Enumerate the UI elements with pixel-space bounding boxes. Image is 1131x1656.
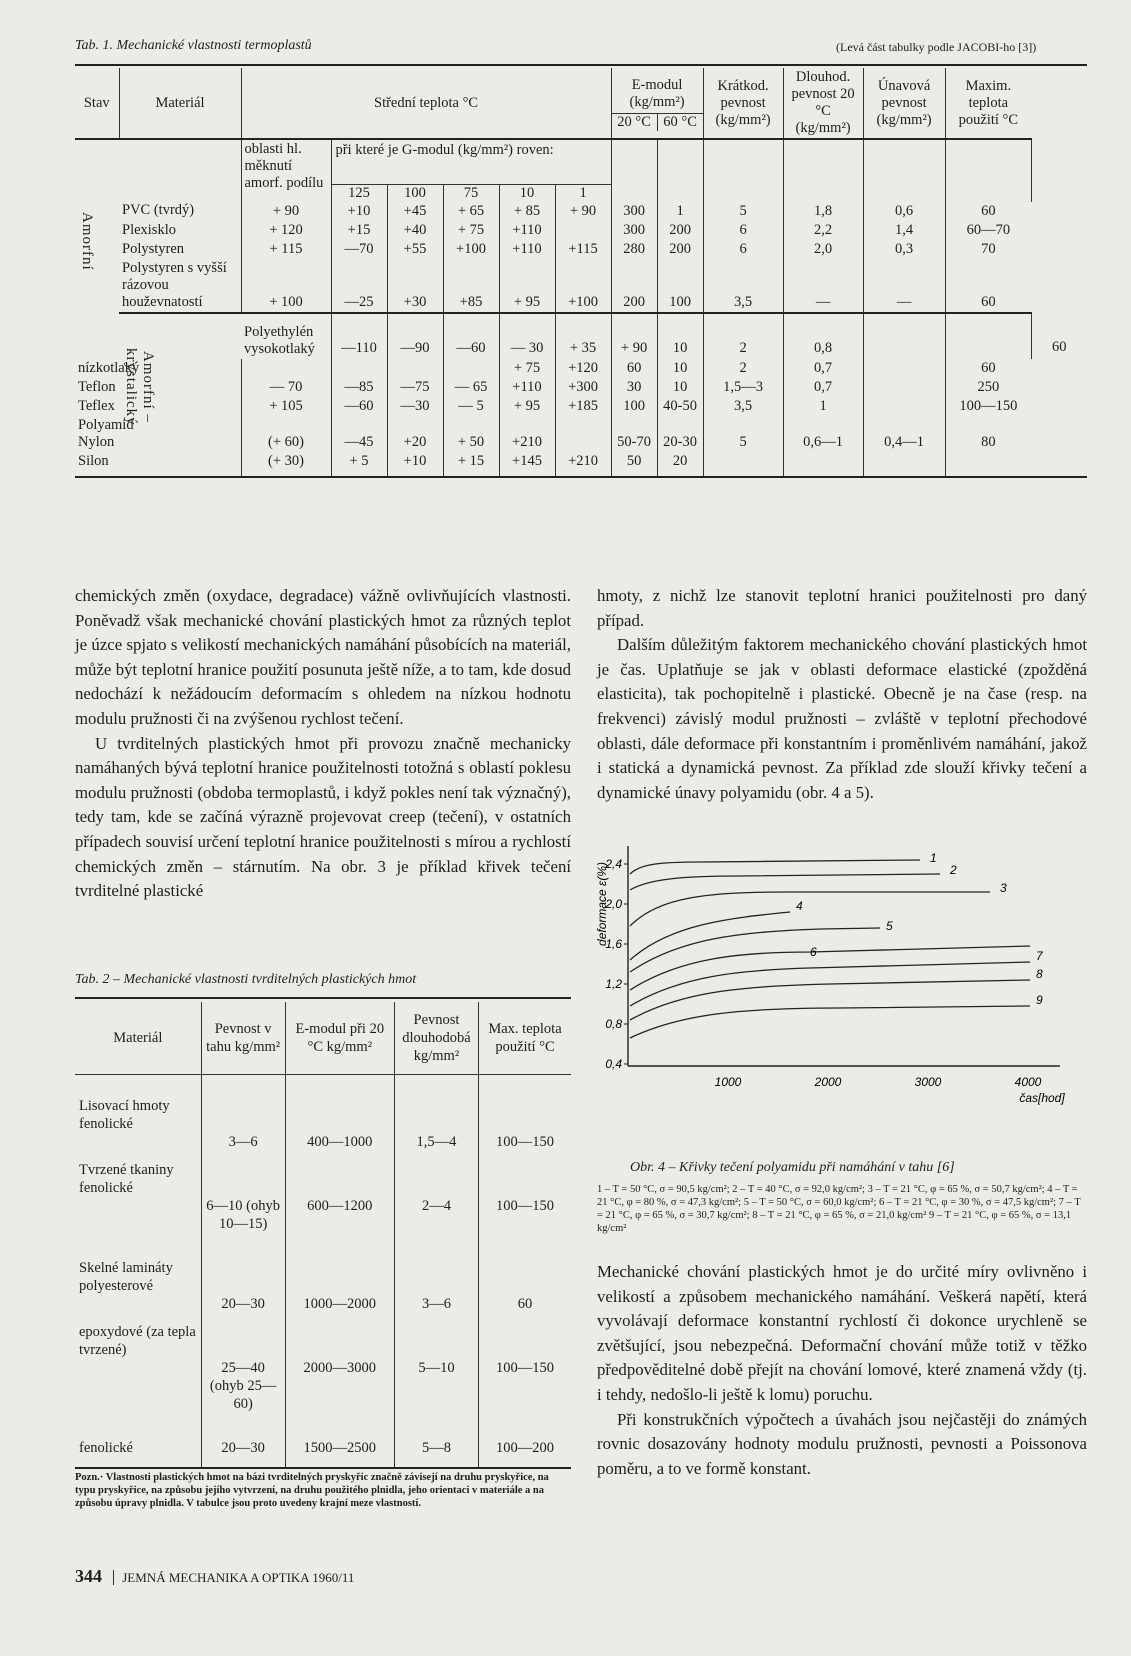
table-row: fenolické 20—30 1500—2500 5—8 100—200 <box>75 1415 571 1468</box>
curve-label: 1 <box>930 851 937 865</box>
table-row: Amorfní – krystalický Polyethylén vysokotlaký —110 —90 —60 — 30 + 35 + 90 10 2 0,8 60 <box>75 313 1087 359</box>
curve-label: 9 <box>1036 993 1043 1007</box>
x-tick-label: 1000 <box>714 1075 742 1089</box>
table-row: Silon (+ 30) + 5 +10 + 15 +145 +210 50 20 <box>75 452 1087 477</box>
curve-label: 8 <box>1036 967 1043 981</box>
y-tick-label: 2,4 <box>605 857 622 871</box>
page-footer <box>75 1566 354 1587</box>
paragraph: Při konstrukčních výpočtech a úvahách jsou nejčastěji do známých rovnic dosazovány hodnoty modulu pružnosti, pevnosti a Poissonova poměru, a to ve formě konstant. <box>597 1409 1087 1478</box>
x-tick-label: 4000 <box>1014 1075 1042 1089</box>
paragraph: Mechanické chování plastických hmot je do určité míry ovlivněno i velikostí a způsobem mechanického namáhání. Veškerá napětí, která vyvolávají deformace konstantní rychlostí či dokonce urychleně se zvětšující, jsou nebezpečná. Deformační chování může totiž v těžko předpověditelné době přejít na chování lomové, které znamená vždy (tj. i tehdy, nedošlo-li ještě k lomu) poruchu. <box>597 1262 1087 1404</box>
y-axis-label: deformace ε(%) <box>595 862 609 946</box>
curve-label: 5 <box>886 919 893 933</box>
th-emodul: E-modul (kg/mm²) 20 °C 60 °C <box>611 68 703 139</box>
right-text-top <box>597 584 1087 805</box>
table-row: epoxydové (za tepla tvrzené) 25—40 (ohyb 25—60) 2000—3000 5—10 100—150 <box>75 1315 571 1415</box>
table-row: Teflex + 105 —60 —30 — 5 + 95 +185 100 40-50 3,5 1 100—150 <box>75 397 1087 416</box>
paragraph: U tvrditelných plastických hmot při provozu značně mechanicky namáhaných bývá teplotní hranice použitelnosti totožná s oblastí poklesu modulu pružnosti (obdoba termoplastů, i když pokles není tak význačný), tedy tam, kde se začíná výrazně projevovat creep (tečení), v ostatních případech souvisí určení teplotní hranice použitelnosti s mírou a rychlostí chemických změn – stárnutím. Na obr. 3 je příklad křivek tečení tvrditelné plastické <box>75 733 571 901</box>
curve-1 <box>630 860 920 874</box>
curve-label: 4 <box>796 899 803 913</box>
figure-legend: 1 – T = 50 °C, σ = 90,5 kg/cm²; 2 – T = 40 °C, σ = 92,0 kg/cm²; 3 – T = 21 °C, φ = 65 %, σ = 50,7 kg/cm²; 4 – T = 21 °C, φ = 80 %, σ = 47,3 kg/cm²; 5 – T = 50 °C, σ = 60,0 kg/cm²; 6 – T = 21 °C, φ = 30 %, σ = 47,5 kg/cm²; 7 – T = 21 °C, φ = 65 %, σ = 30,7 kg/cm²; 8 – T = 21 °C, φ = 65 %, σ = 21,0 kg/cm² 9 – T = 21 °C, φ = 65 %, σ = 13,1 kg/cm² <box>597 1184 1081 1234</box>
left-text <box>75 584 571 904</box>
th-stredni-teplota: Střední teplota °C <box>241 68 611 139</box>
table-row: Polystyren + 115 —70 +55 +100 +110 +115 280 200 6 2,0 0,3 70 <box>75 240 1087 259</box>
table-row: Polystyren s vyšší rázovou houževnatostí + 100 —25 +30 +85 + 95 +100 200 100 3,5 — — 60 <box>75 259 1087 313</box>
right-text-bottom <box>597 1260 1087 1481</box>
table-row: PVC (tvrdý) + 90 +10 +45 + 65 + 85 + 90 300 1 5 1,8 0,6 60 <box>75 202 1087 221</box>
th-kratkod: Krátkod. pevnost (kg/mm²) <box>703 68 783 139</box>
table-row: Plexisklo + 120 +15 +40 + 75 +110 300 200 6 2,2 1,4 60—70 <box>75 221 1087 240</box>
stav-amorfni-krystalicky: Amorfní – krystalický <box>119 313 241 477</box>
y-tick-label: 2,0 <box>605 897 622 911</box>
y-tick-label: 0,4 <box>605 1057 622 1071</box>
oblast-header: oblasti hl. měknutí amorf. podílu <box>241 139 331 202</box>
table2: Materiál Pevnost v tahu kg/mm² E-modul při 20 °C kg/mm² Pevnost dlouhodobá kg/mm² Max. teplota použití °C Lisovací hmoty fenolické 3—6 400—1000 1,5—4 100—150 Tvrzené tkaniny fenolické 6—10 (ohyb 10—15) 600—1200 2—4 100—150 Skelné lamináty polyesterové 20—30 1000—2000 3—6 60 epoxydové (za tepla tvrzené) 25—40 (ohyb 25—60) 2000—3000 5—10 100—150 fenolické 20—30 1500—2500 5—8 100—200 <box>75 1002 571 1469</box>
table1 <box>75 68 1087 478</box>
curve-label: 6 <box>810 945 817 959</box>
th-maxim: Maxim. teplota použití °C <box>945 68 1031 139</box>
journal-name: JEMNÁ MECHANIKA A OPTIKA 1960/11 <box>122 1570 355 1585</box>
y-tick-label: 1,2 <box>605 977 622 991</box>
creep-chart <box>590 834 1090 1170</box>
table2-caption: Tab. 2 – Mechanické vlastnosti tvrditelných plastických hmot <box>75 972 417 987</box>
th-stav: Stav <box>75 68 119 139</box>
curve-8 <box>630 980 1030 1020</box>
table-row: Polyamid Nylon (+ 60) —45 +20 + 50 +210 50-70 20-30 5 0,6—1 0,4—1 80 <box>75 416 1087 452</box>
table1-source: (Levá část tabulky podle JACOBI-ho [3]) <box>836 40 1037 54</box>
table1-caption: Tab. 1. Mechanické vlastnosti termoplastů <box>75 38 312 53</box>
paragraph: Dalším důležitým faktorem mechanického chování plastických hmot je čas. Uplatňuje se jak v oblasti deformace elastické (zpožděná elasticita), tak pochopitelně i plastické. Obecně je na čase (resp. na frekvenci) závislý modul pružnosti – zvláště v teplotní přechodové oblasti, dále deformace při konstantním i proměnlivém namáhání, jakož i statická a dynamická pevnost. Za příklad zde slouží křivky tečení a dynamické únavy polyamidu (obr. 4 a 5). <box>597 635 1087 802</box>
curve-2 <box>630 874 940 890</box>
x-axis-label: čas[hod] <box>1019 1091 1065 1105</box>
figure-caption: Obr. 4 – Křivky tečení polyamidu při namáhání v tahu [6] <box>630 1160 955 1175</box>
curve-label: 3 <box>1000 881 1007 895</box>
table-row: Lisovací hmoty fenolické 3—6 400—1000 1,5—4 100—150 <box>75 1074 571 1153</box>
curve-label: 2 <box>950 863 957 877</box>
th-unavova: Únavová pevnost (kg/mm²) <box>863 68 945 139</box>
table-row: Teflon — 70 —85 —75 — 65 +110 +300 30 10 1,5—3 0,7 250 <box>75 378 1087 397</box>
table-row: Skelné lamináty polyesterové 20—30 1000—2000 3—6 60 <box>75 1235 571 1315</box>
curve-3 <box>630 892 990 926</box>
curve-5 <box>630 928 880 972</box>
stav-amorfni: Amorfní <box>79 211 95 271</box>
th-material: Materiál <box>119 68 241 139</box>
paragraph: hmoty, z nichž lze stanovit teplotní hranici použitelnosti pro daný případ. <box>597 586 1087 630</box>
table-row: nízkotlaký + 75 +120 60 10 2 0,7 60 <box>75 359 1087 378</box>
x-tick-label: 2000 <box>814 1075 842 1089</box>
y-tick-label: 0,8 <box>605 1017 622 1031</box>
x-ticks <box>715 1075 1066 1105</box>
curves <box>630 860 1030 1038</box>
curve-label: 7 <box>1036 949 1043 963</box>
paragraph: chemických změn (oxydace, degradace) vážně ovlivňujících vlastnosti. Poněvadž však mechanické chování plastických hmot za různých teplot je úzce spjato s velikostí mechanických namáhání působících na materiál, může být teplotní hranice použití posunuta ještě níže, a to tam, kde dosud nedochází k nežádoucím deformacím s ohledem na nízkou hodnotu modulu pružnosti či na zvýšenou rychlost tečení. <box>75 586 571 728</box>
curve-9 <box>630 1006 1030 1038</box>
g-header: při které je G-modul (kg/mm²) roven: 125 100 75 10 1 <box>331 139 611 202</box>
page-number: 344 <box>75 1566 102 1586</box>
th-dlouhod: Dlouhod. pevnost 20 °C (kg/mm²) <box>783 68 863 139</box>
y-tick-label: 1,6 <box>605 937 622 951</box>
table-row: Tvrzené tkaniny fenolické 6—10 (ohyb 10—15) 600—1200 2—4 100—150 <box>75 1153 571 1235</box>
table2-note: Pozn.· Vlastnosti plastických hmot na bázi tvrditelných pryskyřic značně závisejí na druhu pryskyřice, na typu pryskyřice, na způsobu jejího vytvrzení, na druhu použitého plnidla, jeho orientaci v materiále a na způsobu úpravy plnidla. V tabulce jsou proto uvedeny krajní meze vlastností. <box>75 1472 549 1509</box>
x-tick-label: 3000 <box>914 1075 942 1089</box>
